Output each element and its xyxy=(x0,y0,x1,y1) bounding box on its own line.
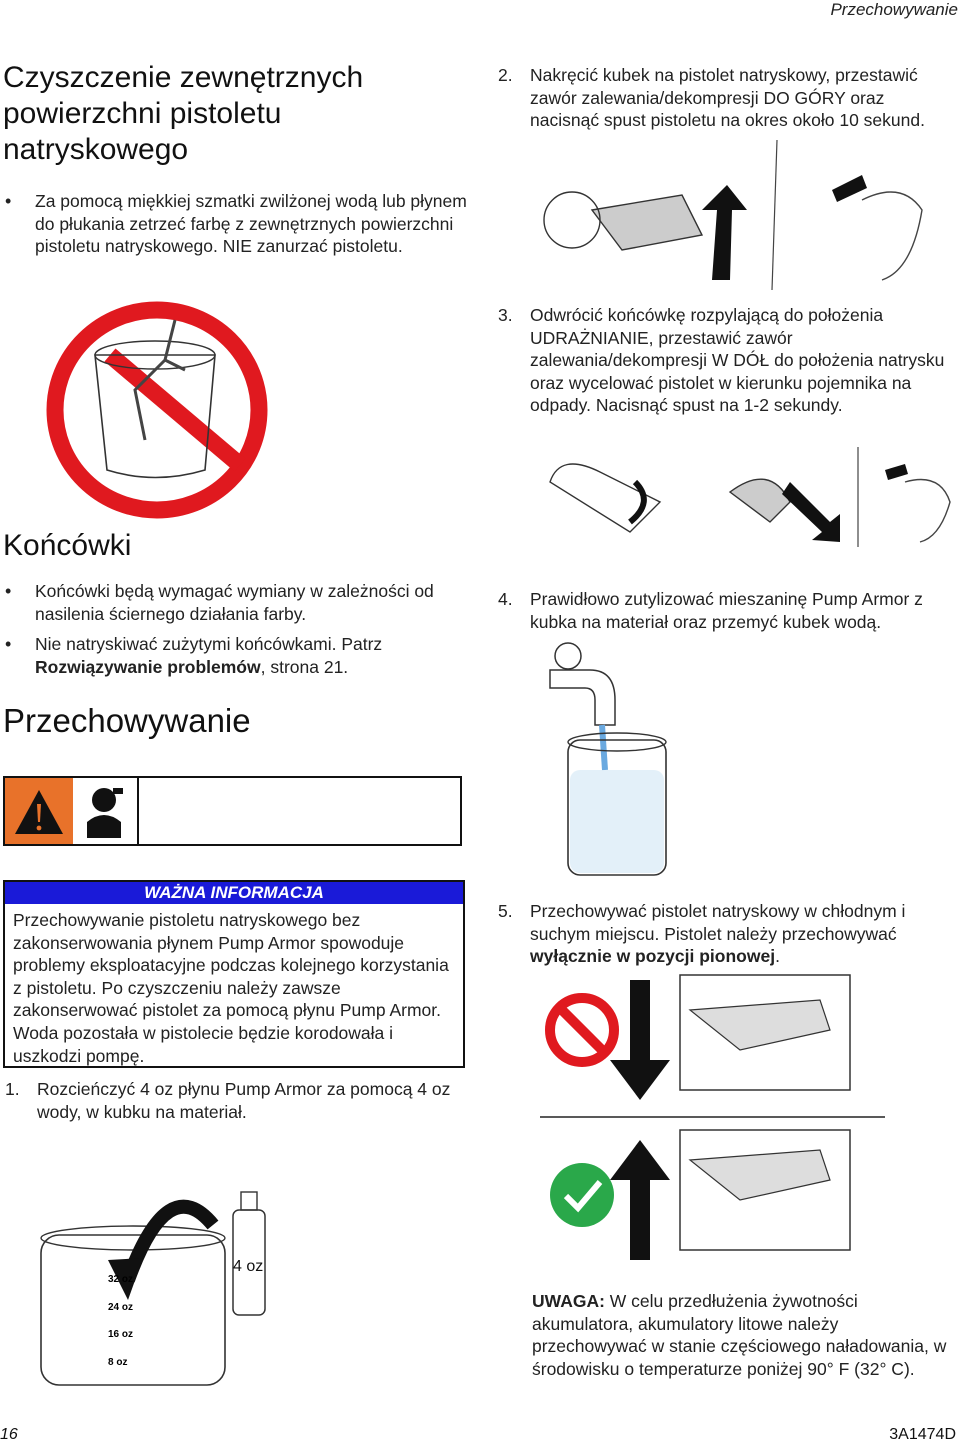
step-4: 4. Prawidłowo zutylizować mieszaninę Pump Armor z kubka na materiał oraz przemyć kubek wodą. xyxy=(498,589,923,632)
cup-mark-32: 32 oz xyxy=(108,1274,134,1285)
approve-icon xyxy=(550,1163,614,1227)
rinse-cup-illustration xyxy=(540,640,680,880)
storage-title: Przechowywanie xyxy=(3,702,251,739)
notice-body: Przechowywanie pistoletu natryskowego bez zakonserwowania płynem Pump Armor spowoduje problemy eksploatacyjne podczas kolejnego korzystania z pistoletu. Po czyszczeniu należy zawsze zakonserwować pistolet za pomocą płynu Pump Armor. Woda pozostała w pistolecie będzie korodowała i uszkodzi pompę. xyxy=(13,910,449,1066)
up-arrow-icon xyxy=(702,185,747,280)
pour-arrow-icon xyxy=(128,1207,213,1280)
cleaning-bullet: • Za pomocą miękkiej szmatki zwilżonej wodą lub płynem do płukania zetrzeć farbę z zewnętrznych powierzchni pistoletu natryskowego. NIE zanurzać pistoletu. xyxy=(3,190,473,258)
running-header: Przechowywanie xyxy=(830,0,958,19)
vertical-correct-arrow-icon xyxy=(610,1140,670,1260)
respirator-icon xyxy=(73,778,139,844)
cup-mark-8: 8 oz xyxy=(108,1357,128,1368)
page-number: 16 xyxy=(0,1426,18,1443)
tips-bullet-2: • Nie natryskiwać zużytymi końcówkami. Patrz Rozwiązywanie problemów, strona 21. xyxy=(3,633,473,678)
faucet-icon xyxy=(555,643,581,669)
no-immersion-illustration xyxy=(35,300,275,522)
cup-mark-24: 24 oz xyxy=(108,1302,134,1313)
prime-valve-illustration xyxy=(532,140,942,290)
unclog-tip-illustration xyxy=(540,442,960,552)
tips-list xyxy=(3,580,473,678)
prime-valve-down-icon xyxy=(730,479,790,522)
step-1: 1. Rozcieńczyć 4 oz płynu Pump Armor za pomocą 4 oz wody, w kubku na materiał. xyxy=(5,1079,451,1122)
problem-link[interactable]: Rozwiązywanie problemów xyxy=(35,656,261,677)
prohibit-slash xyxy=(110,355,240,465)
trigger-arrow-icon xyxy=(832,175,867,202)
step-2: 2. Nakręcić kubek na pistolet natryskowy, przestawić zawór zalewania/dekompresji DO GÓRY oraz nacisnąć spust pistoletu na okres około 10 sekund. xyxy=(498,65,925,131)
down-arrow-icon xyxy=(782,482,840,542)
prohibit-circle xyxy=(55,310,259,510)
step-5: 5. Przechowywać pistolet natryskowy w chłodnym i suchym miejscu. Pistolet należy przechowywać wyłącznie w pozycji pionowej. xyxy=(498,901,906,967)
battery-note: UWAGA: W celu przedłużenia żywotności akumulatora, akumulatory litowe należy przechowywać w stanie częściowego naładowania, w środowisku o temperaturze poniżej 90° F (32° C). xyxy=(532,1291,947,1379)
bottle-label: 4 oz xyxy=(233,1258,264,1275)
horizontal-wrong-arrow-icon xyxy=(610,980,670,1100)
tips-title: Końcówki xyxy=(3,529,132,562)
cleaning-title: Czyszczenie zewnętrznych powierzchni pistoletu natryskowego xyxy=(3,61,364,166)
notice-title: WAŻNA INFORMACJA xyxy=(5,882,463,904)
important-notice xyxy=(3,880,465,1068)
storage-orientation-illustration xyxy=(540,970,900,1260)
warning-triangle-icon xyxy=(5,778,73,844)
bucket-icon xyxy=(95,355,215,478)
cup-mark-16: 16 oz xyxy=(108,1329,134,1340)
tips-bullet-1: • Końcówki będą wymagać wymiany w zależności od nasilenia ściernego działania farby. xyxy=(3,580,473,625)
prime-valve-icon xyxy=(592,195,702,250)
cleaning-list xyxy=(3,190,473,258)
warning-symbols xyxy=(3,776,462,846)
step-3: 3. Odwrócić końcówkę rozpylającą do położenia UDRAŻNIANIE, przestawić zawór zalewania/dekompresji W DÓŁ do położenia natrysku oraz wycelować pistolet w kierunku pojemnika na odpady. Nacisnąć spust na 1-2 sekundy. xyxy=(498,305,945,416)
document-number: 3A1474D xyxy=(889,1426,956,1443)
